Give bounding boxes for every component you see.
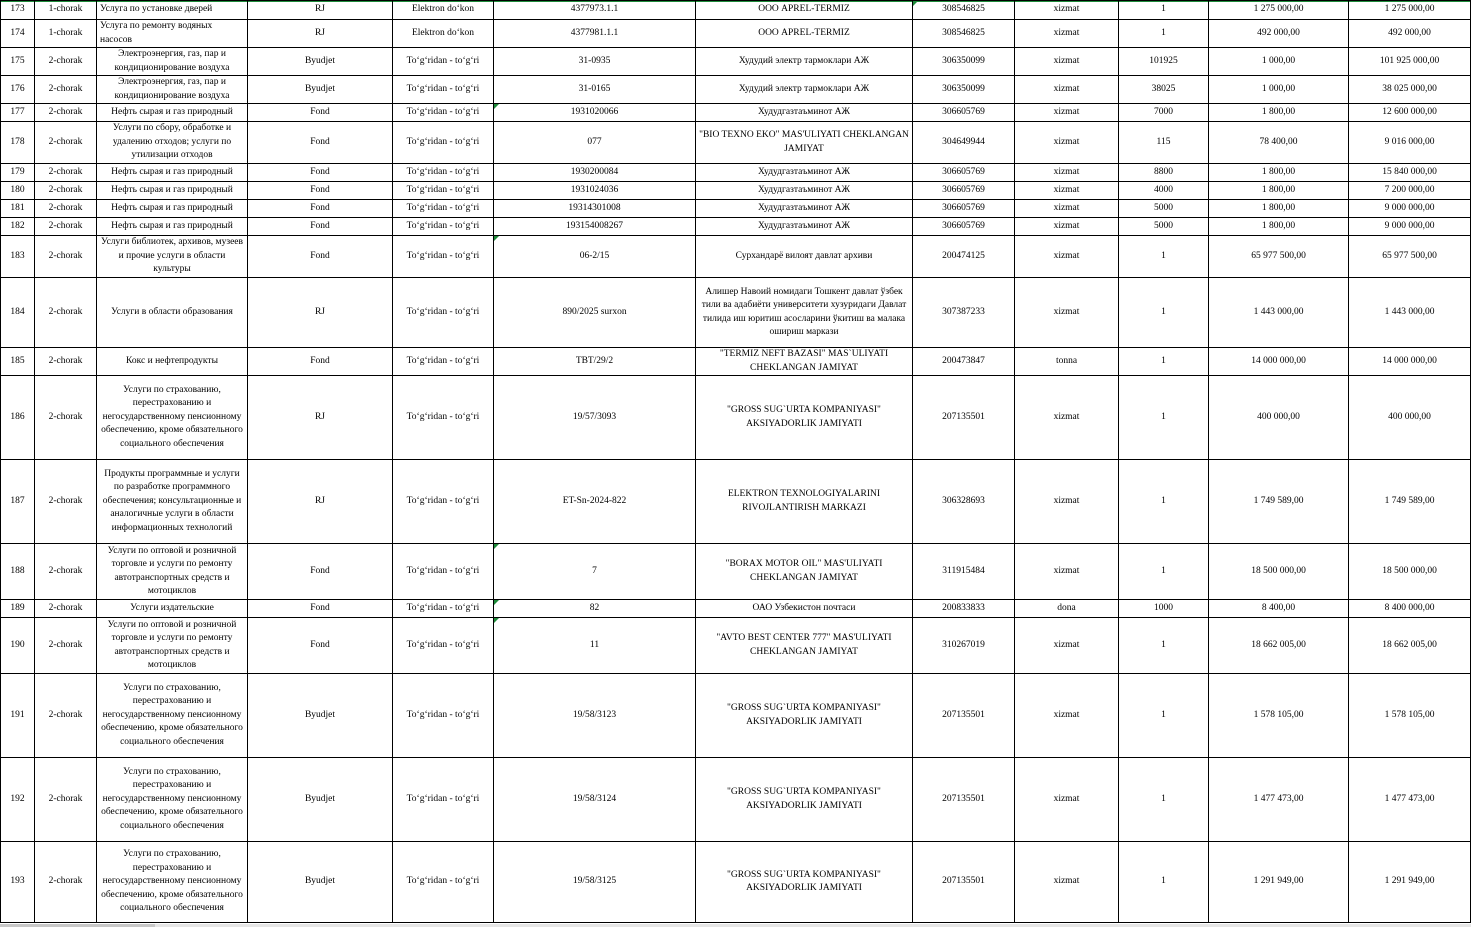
total-amount-cell[interactable]: 101 925 000,00: [1349, 48, 1471, 76]
contract-number-cell[interactable]: 19/58/3125: [494, 842, 696, 923]
table-row[interactable]: [1, 842, 1471, 923]
funding-source-cell[interactable]: Fond: [248, 200, 393, 218]
unit-cell[interactable]: xizmat: [1015, 758, 1119, 842]
contract-number-cell[interactable]: 1930200084: [494, 164, 696, 182]
supplier-cell[interactable]: "TERMIZ NEFT BAZASI" MAS`ULIYATI CHEKLANGAN JAMIYAT: [696, 348, 913, 376]
quantity-cell[interactable]: 1: [1119, 348, 1209, 376]
funding-source-cell[interactable]: Fond: [248, 348, 393, 376]
inn-cell[interactable]: 306350099: [913, 76, 1015, 104]
supplier-cell[interactable]: ОАО Узбекистон почтаси: [696, 600, 913, 618]
table-row[interactable]: [1, 104, 1471, 122]
unit-cell[interactable]: tonna: [1015, 348, 1119, 376]
unit-price-cell[interactable]: 1 000,00: [1209, 76, 1349, 104]
service-name-cell[interactable]: Услуга по установке дверей: [97, 1, 248, 20]
row-number[interactable]: 185: [1, 348, 35, 376]
row-number[interactable]: 190: [1, 618, 35, 674]
inn-cell[interactable]: 306328693: [913, 460, 1015, 544]
service-name-cell[interactable]: Услуги по оптовой и розничной торговле и услуги по ремонту автотранспортных средств и мотоциклов: [97, 544, 248, 600]
procurement-method-cell[interactable]: To‘g‘ridan - to‘g‘ri: [393, 842, 494, 923]
unit-cell[interactable]: xizmat: [1015, 164, 1119, 182]
contract-number-cell[interactable]: 19/58/3124: [494, 758, 696, 842]
quarter-cell[interactable]: 2-chorak: [35, 236, 97, 278]
row-number[interactable]: 181: [1, 200, 35, 218]
service-name-cell[interactable]: Нефть сырая и газ природный: [97, 218, 248, 236]
quantity-cell[interactable]: 101925: [1119, 48, 1209, 76]
funding-source-cell[interactable]: RJ: [248, 1, 393, 20]
quantity-cell[interactable]: 4000: [1119, 182, 1209, 200]
procurement-method-cell[interactable]: To‘g‘ridan - to‘g‘ri: [393, 104, 494, 122]
inn-cell[interactable]: 306605769: [913, 200, 1015, 218]
supplier-cell[interactable]: "GROSS SUG`URTA KOMPANIYASI" AKSIYADORLIK JAMIYATI: [696, 842, 913, 923]
quarter-cell[interactable]: 2-chorak: [35, 348, 97, 376]
contract-number-cell[interactable]: 19/58/3123: [494, 674, 696, 758]
row-number[interactable]: 184: [1, 278, 35, 348]
service-name-cell[interactable]: Услуги по страхованию, перестрахованию и негосударственному пенсионному обеспечению, кроме обязательного социального обеспечения: [97, 758, 248, 842]
unit-price-cell[interactable]: 78 400,00: [1209, 122, 1349, 164]
table-row[interactable]: [1, 376, 1471, 460]
service-name-cell[interactable]: Нефть сырая и газ природный: [97, 164, 248, 182]
inn-cell[interactable]: 306605769: [913, 218, 1015, 236]
quantity-cell[interactable]: 5000: [1119, 218, 1209, 236]
contract-number-cell[interactable]: ТВТ/29/2: [494, 348, 696, 376]
quantity-cell[interactable]: 1: [1119, 1, 1209, 20]
procurement-method-cell[interactable]: To‘g‘ridan - to‘g‘ri: [393, 122, 494, 164]
service-name-cell[interactable]: Продукты программные и услуги по разработке программного обеспечения; консультационные и аналогичные услуги в области информационных технологий: [97, 460, 248, 544]
unit-cell[interactable]: xizmat: [1015, 48, 1119, 76]
unit-cell[interactable]: xizmat: [1015, 20, 1119, 48]
quantity-cell[interactable]: 1: [1119, 278, 1209, 348]
unit-cell[interactable]: xizmat: [1015, 122, 1119, 164]
table-row[interactable]: [1, 122, 1471, 164]
unit-price-cell[interactable]: 1 800,00: [1209, 182, 1349, 200]
funding-source-cell[interactable]: Byudjet: [248, 758, 393, 842]
unit-cell[interactable]: dona: [1015, 600, 1119, 618]
quarter-cell[interactable]: 2-chorak: [35, 842, 97, 923]
unit-cell[interactable]: xizmat: [1015, 218, 1119, 236]
unit-price-cell[interactable]: 1 749 589,00: [1209, 460, 1349, 544]
inn-cell[interactable]: 207135501: [913, 758, 1015, 842]
unit-price-cell[interactable]: 492 000,00: [1209, 20, 1349, 48]
procurement-method-cell[interactable]: Elektron do‘kon: [393, 20, 494, 48]
procurement-method-cell[interactable]: To‘g‘ridan - to‘g‘ri: [393, 674, 494, 758]
quantity-cell[interactable]: 1: [1119, 544, 1209, 600]
supplier-cell[interactable]: ELEKTRON TEXNOLOGIYALARINI RIVOJLANTIRISH MARKAZI: [696, 460, 913, 544]
unit-cell[interactable]: xizmat: [1015, 278, 1119, 348]
contract-number-cell[interactable]: 1931020066: [494, 104, 696, 122]
quantity-cell[interactable]: 1: [1119, 842, 1209, 923]
unit-cell[interactable]: xizmat: [1015, 674, 1119, 758]
funding-source-cell[interactable]: Fond: [248, 164, 393, 182]
inn-cell[interactable]: 200473847: [913, 348, 1015, 376]
service-name-cell[interactable]: Кокс и нефтепродукты: [97, 348, 248, 376]
total-amount-cell[interactable]: 1 477 473,00: [1349, 758, 1471, 842]
service-name-cell[interactable]: Электроэнергия, газ, пар и кондиционирование воздуха: [97, 76, 248, 104]
unit-price-cell[interactable]: 65 977 500,00: [1209, 236, 1349, 278]
total-amount-cell[interactable]: 492 000,00: [1349, 20, 1471, 48]
procurement-method-cell[interactable]: To‘g‘ridan - to‘g‘ri: [393, 200, 494, 218]
unit-price-cell[interactable]: 1 800,00: [1209, 218, 1349, 236]
total-amount-cell[interactable]: 1 275 000,00: [1349, 1, 1471, 20]
total-amount-cell[interactable]: 9 000 000,00: [1349, 218, 1471, 236]
table-row[interactable]: [1, 674, 1471, 758]
unit-cell[interactable]: xizmat: [1015, 200, 1119, 218]
unit-price-cell[interactable]: 1 800,00: [1209, 164, 1349, 182]
funding-source-cell[interactable]: Fond: [248, 182, 393, 200]
total-amount-cell[interactable]: 9 000 000,00: [1349, 200, 1471, 218]
unit-cell[interactable]: xizmat: [1015, 460, 1119, 544]
procurement-method-cell[interactable]: To‘g‘ridan - to‘g‘ri: [393, 544, 494, 600]
unit-price-cell[interactable]: 1 443 000,00: [1209, 278, 1349, 348]
quarter-cell[interactable]: 1-chorak: [35, 20, 97, 48]
row-number[interactable]: 182: [1, 218, 35, 236]
table-row[interactable]: [1, 236, 1471, 278]
inn-cell[interactable]: 311915484: [913, 544, 1015, 600]
funding-source-cell[interactable]: RJ: [248, 20, 393, 48]
contract-number-cell[interactable]: 077: [494, 122, 696, 164]
procurement-method-cell[interactable]: To‘g‘ridan - to‘g‘ri: [393, 218, 494, 236]
quarter-cell[interactable]: 2-chorak: [35, 618, 97, 674]
total-amount-cell[interactable]: 15 840 000,00: [1349, 164, 1471, 182]
quarter-cell[interactable]: 2-chorak: [35, 122, 97, 164]
supplier-cell[interactable]: "GROSS SUG`URTA KOMPANIYASI" AKSIYADORLIK JAMIYATI: [696, 758, 913, 842]
quarter-cell[interactable]: 2-chorak: [35, 48, 97, 76]
table-row[interactable]: [1, 278, 1471, 348]
inn-cell[interactable]: 207135501: [913, 674, 1015, 758]
row-number[interactable]: 183: [1, 236, 35, 278]
contract-number-cell[interactable]: 31-0165: [494, 76, 696, 104]
funding-source-cell[interactable]: RJ: [248, 460, 393, 544]
procurement-method-cell[interactable]: To‘g‘ridan - to‘g‘ri: [393, 618, 494, 674]
row-number[interactable]: 186: [1, 376, 35, 460]
contract-number-cell[interactable]: 1931024036: [494, 182, 696, 200]
contract-number-cell[interactable]: 06-2/15: [494, 236, 696, 278]
quarter-cell[interactable]: 2-chorak: [35, 182, 97, 200]
inn-cell[interactable]: 306605769: [913, 164, 1015, 182]
total-amount-cell[interactable]: 9 016 000,00: [1349, 122, 1471, 164]
supplier-cell[interactable]: "GROSS SUG`URTA KOMPANIYASI" AKSIYADORLIK JAMIYATI: [696, 376, 913, 460]
quarter-cell[interactable]: 2-chorak: [35, 104, 97, 122]
total-amount-cell[interactable]: 7 200 000,00: [1349, 182, 1471, 200]
unit-price-cell[interactable]: 18 500 000,00: [1209, 544, 1349, 600]
procurement-method-cell[interactable]: To‘g‘ridan - to‘g‘ri: [393, 376, 494, 460]
total-amount-cell[interactable]: 8 400 000,00: [1349, 600, 1471, 618]
service-name-cell[interactable]: Услуга по ремонту водяных насосов: [97, 20, 248, 48]
row-number[interactable]: 188: [1, 544, 35, 600]
procurement-method-cell[interactable]: To‘g‘ridan - to‘g‘ri: [393, 164, 494, 182]
row-number[interactable]: 175: [1, 48, 35, 76]
inn-cell[interactable]: 306350099: [913, 48, 1015, 76]
quarter-cell[interactable]: 2-chorak: [35, 600, 97, 618]
unit-price-cell[interactable]: 8 400,00: [1209, 600, 1349, 618]
table-row[interactable]: [1, 758, 1471, 842]
procurement-method-cell[interactable]: To‘g‘ridan - to‘g‘ri: [393, 758, 494, 842]
supplier-cell[interactable]: "AVTO BEST CENTER 777" MAS'ULIYATI CHEKLANGAN JAMIYAT: [696, 618, 913, 674]
row-number[interactable]: 176: [1, 76, 35, 104]
inn-cell[interactable]: 200474125: [913, 236, 1015, 278]
row-number[interactable]: 173: [1, 1, 35, 20]
funding-source-cell[interactable]: Fond: [248, 218, 393, 236]
row-number[interactable]: 180: [1, 182, 35, 200]
quantity-cell[interactable]: 1: [1119, 674, 1209, 758]
unit-cell[interactable]: xizmat: [1015, 104, 1119, 122]
funding-source-cell[interactable]: Fond: [248, 618, 393, 674]
procurement-method-cell[interactable]: To‘g‘ridan - to‘g‘ri: [393, 600, 494, 618]
unit-price-cell[interactable]: 1 275 000,00: [1209, 1, 1349, 20]
row-number[interactable]: 174: [1, 20, 35, 48]
service-name-cell[interactable]: Услуги издательские: [97, 600, 248, 618]
supplier-cell[interactable]: Алишер Навоий номидаги Тошкент давлат ўзбек тили ва адабиёти университети хузуридаги Давлат тилида иш юритиш асосларини ўкитиш ва малака ошириш маркази: [696, 278, 913, 348]
quarter-cell[interactable]: 2-chorak: [35, 376, 97, 460]
procurement-method-cell[interactable]: To‘g‘ridan - to‘g‘ri: [393, 348, 494, 376]
supplier-cell[interactable]: Худудий электр тармоклари АЖ: [696, 76, 913, 104]
service-name-cell[interactable]: Услуги в области образования: [97, 278, 248, 348]
total-amount-cell[interactable]: 400 000,00: [1349, 376, 1471, 460]
service-name-cell[interactable]: Нефть сырая и газ природный: [97, 182, 248, 200]
service-name-cell[interactable]: Электроэнергия, газ, пар и кондиционирование воздуха: [97, 48, 248, 76]
contract-number-cell[interactable]: 890/2025 surxon: [494, 278, 696, 348]
inn-cell[interactable]: 307387233: [913, 278, 1015, 348]
row-number[interactable]: 177: [1, 104, 35, 122]
unit-price-cell[interactable]: 1 578 105,00: [1209, 674, 1349, 758]
unit-price-cell[interactable]: 400 000,00: [1209, 376, 1349, 460]
funding-source-cell[interactable]: Byudjet: [248, 76, 393, 104]
table-row[interactable]: [1, 1, 1471, 20]
unit-cell[interactable]: xizmat: [1015, 182, 1119, 200]
contract-number-cell[interactable]: 193154008267: [494, 218, 696, 236]
supplier-cell[interactable]: Худудгазтаъминот АЖ: [696, 182, 913, 200]
unit-cell[interactable]: xizmat: [1015, 842, 1119, 923]
funding-source-cell[interactable]: Fond: [248, 104, 393, 122]
total-amount-cell[interactable]: 12 600 000,00: [1349, 104, 1471, 122]
inn-cell[interactable]: 308546825: [913, 20, 1015, 48]
quantity-cell[interactable]: 7000: [1119, 104, 1209, 122]
table-row[interactable]: [1, 348, 1471, 376]
total-amount-cell[interactable]: 1 443 000,00: [1349, 278, 1471, 348]
quantity-cell[interactable]: 1: [1119, 376, 1209, 460]
unit-price-cell[interactable]: 1 477 473,00: [1209, 758, 1349, 842]
supplier-cell[interactable]: Худудий электр тармоклари АЖ: [696, 48, 913, 76]
service-name-cell[interactable]: Услуги по оптовой и розничной торговле и услуги по ремонту автотранспортных средств и мотоциклов: [97, 618, 248, 674]
funding-source-cell[interactable]: RJ: [248, 278, 393, 348]
table-row[interactable]: [1, 618, 1471, 674]
funding-source-cell[interactable]: Byudjet: [248, 674, 393, 758]
quarter-cell[interactable]: 2-chorak: [35, 758, 97, 842]
table-row[interactable]: [1, 48, 1471, 76]
table-row[interactable]: [1, 20, 1471, 48]
quantity-cell[interactable]: 1: [1119, 758, 1209, 842]
row-number[interactable]: 187: [1, 460, 35, 544]
service-name-cell[interactable]: Услуги по сбору, обработке и удалению отходов; услуги по утилизации отходов: [97, 122, 248, 164]
supplier-cell[interactable]: Сурхандарё вилоят давлат архиви: [696, 236, 913, 278]
procurement-method-cell[interactable]: Elektron do‘kon: [393, 1, 494, 20]
supplier-cell[interactable]: "BIO TEXNO EKO" MAS'ULIYATI CHEKLANGAN JAMIYAT: [696, 122, 913, 164]
quarter-cell[interactable]: 2-chorak: [35, 200, 97, 218]
table-row[interactable]: [1, 200, 1471, 218]
quantity-cell[interactable]: 1000: [1119, 600, 1209, 618]
row-number[interactable]: 192: [1, 758, 35, 842]
funding-source-cell[interactable]: Byudjet: [248, 48, 393, 76]
supplier-cell[interactable]: ООО APREL-TERMIZ: [696, 20, 913, 48]
supplier-cell[interactable]: Худудгазтаъминот АЖ: [696, 164, 913, 182]
quantity-cell[interactable]: 5000: [1119, 200, 1209, 218]
quantity-cell[interactable]: 1: [1119, 236, 1209, 278]
unit-cell[interactable]: xizmat: [1015, 236, 1119, 278]
quarter-cell[interactable]: 2-chorak: [35, 164, 97, 182]
supplier-cell[interactable]: ООО APREL-TERMIZ: [696, 1, 913, 20]
inn-cell[interactable]: 200833833: [913, 600, 1015, 618]
service-name-cell[interactable]: Нефть сырая и газ природный: [97, 104, 248, 122]
inn-cell[interactable]: 207135501: [913, 376, 1015, 460]
funding-source-cell[interactable]: Fond: [248, 544, 393, 600]
quantity-cell[interactable]: 1: [1119, 618, 1209, 674]
row-number[interactable]: 178: [1, 122, 35, 164]
unit-price-cell[interactable]: 1 291 949,00: [1209, 842, 1349, 923]
unit-cell[interactable]: xizmat: [1015, 376, 1119, 460]
quantity-cell[interactable]: 38025: [1119, 76, 1209, 104]
funding-source-cell[interactable]: RJ: [248, 376, 393, 460]
total-amount-cell[interactable]: 1 578 105,00: [1349, 674, 1471, 758]
quarter-cell[interactable]: 2-chorak: [35, 544, 97, 600]
supplier-cell[interactable]: Худудгазтаъминот АЖ: [696, 218, 913, 236]
row-number[interactable]: 193: [1, 842, 35, 923]
procurement-method-cell[interactable]: To‘g‘ridan - to‘g‘ri: [393, 460, 494, 544]
supplier-cell[interactable]: "GROSS SUG`URTA KOMPANIYASI" AKSIYADORLIK JAMIYATI: [696, 674, 913, 758]
unit-price-cell[interactable]: 18 662 005,00: [1209, 618, 1349, 674]
table-row[interactable]: [1, 76, 1471, 104]
unit-price-cell[interactable]: 1 800,00: [1209, 200, 1349, 218]
total-amount-cell[interactable]: 18 662 005,00: [1349, 618, 1471, 674]
contract-number-cell[interactable]: 7: [494, 544, 696, 600]
service-name-cell[interactable]: Нефть сырая и газ природный: [97, 200, 248, 218]
procurement-method-cell[interactable]: To‘g‘ridan - to‘g‘ri: [393, 182, 494, 200]
quantity-cell[interactable]: 1: [1119, 460, 1209, 544]
funding-source-cell[interactable]: Fond: [248, 122, 393, 164]
procurement-method-cell[interactable]: To‘g‘ridan - to‘g‘ri: [393, 278, 494, 348]
unit-cell[interactable]: xizmat: [1015, 76, 1119, 104]
table-row[interactable]: [1, 544, 1471, 600]
table-row[interactable]: [1, 600, 1471, 618]
quarter-cell[interactable]: 2-chorak: [35, 218, 97, 236]
total-amount-cell[interactable]: 14 000 000,00: [1349, 348, 1471, 376]
table-row[interactable]: [1, 164, 1471, 182]
service-name-cell[interactable]: Услуги библиотек, архивов, музеев и прочие услуги в области культуры: [97, 236, 248, 278]
unit-cell[interactable]: xizmat: [1015, 618, 1119, 674]
procurement-method-cell[interactable]: To‘g‘ridan - to‘g‘ri: [393, 236, 494, 278]
procurement-method-cell[interactable]: To‘g‘ridan - to‘g‘ri: [393, 76, 494, 104]
row-number[interactable]: 189: [1, 600, 35, 618]
contract-number-cell[interactable]: 4377981.1.1: [494, 20, 696, 48]
service-name-cell[interactable]: Услуги по страхованию, перестрахованию и негосударственному пенсионному обеспечению, кроме обязательного социального обеспечения: [97, 674, 248, 758]
total-amount-cell[interactable]: 1 749 589,00: [1349, 460, 1471, 544]
funding-source-cell[interactable]: Fond: [248, 600, 393, 618]
inn-cell[interactable]: 304649944: [913, 122, 1015, 164]
service-name-cell[interactable]: Услуги по страхованию, перестрахованию и негосударственному пенсионному обеспечению, кроме обязательного социального обеспечения: [97, 376, 248, 460]
total-amount-cell[interactable]: 18 500 000,00: [1349, 544, 1471, 600]
contract-number-cell[interactable]: ET-Sn-2024-822: [494, 460, 696, 544]
table-row[interactable]: [1, 182, 1471, 200]
contract-number-cell[interactable]: 82: [494, 600, 696, 618]
supplier-cell[interactable]: Худудгазтаъминот АЖ: [696, 200, 913, 218]
quantity-cell[interactable]: 1: [1119, 20, 1209, 48]
supplier-cell[interactable]: "BORAX MOTOR OIL" MAS'ULIYATI CHEKLANGAN JAMIYAT: [696, 544, 913, 600]
contract-number-cell[interactable]: 31-0935: [494, 48, 696, 76]
quantity-cell[interactable]: 8800: [1119, 164, 1209, 182]
inn-cell[interactable]: 306605769: [913, 104, 1015, 122]
quarter-cell[interactable]: 2-chorak: [35, 674, 97, 758]
row-number[interactable]: 191: [1, 674, 35, 758]
unit-cell[interactable]: xizmat: [1015, 544, 1119, 600]
quarter-cell[interactable]: 2-chorak: [35, 76, 97, 104]
table-row[interactable]: [1, 460, 1471, 544]
contract-number-cell[interactable]: 19314301008: [494, 200, 696, 218]
procurement-method-cell[interactable]: To‘g‘ridan - to‘g‘ri: [393, 48, 494, 76]
contract-number-cell[interactable]: 19/57/3093: [494, 376, 696, 460]
table-row[interactable]: [1, 218, 1471, 236]
quantity-cell[interactable]: 115: [1119, 122, 1209, 164]
unit-price-cell[interactable]: 1 800,00: [1209, 104, 1349, 122]
service-name-cell[interactable]: Услуги по страхованию, перестрахованию и негосударственному пенсионному обеспечению, кроме обязательного социального обеспечения: [97, 842, 248, 923]
inn-cell[interactable]: 310267019: [913, 618, 1015, 674]
unit-cell[interactable]: xizmat: [1015, 1, 1119, 20]
total-amount-cell[interactable]: 38 025 000,00: [1349, 76, 1471, 104]
quarter-cell[interactable]: 2-chorak: [35, 460, 97, 544]
funding-source-cell[interactable]: Byudjet: [248, 842, 393, 923]
row-number[interactable]: 179: [1, 164, 35, 182]
unit-price-cell[interactable]: 1 000,00: [1209, 48, 1349, 76]
inn-cell[interactable]: 308546825: [913, 1, 1015, 20]
inn-cell[interactable]: 207135501: [913, 842, 1015, 923]
contract-number-cell[interactable]: 4377973.1.1: [494, 1, 696, 20]
quarter-cell[interactable]: 2-chorak: [35, 278, 97, 348]
funding-source-cell[interactable]: Fond: [248, 236, 393, 278]
total-amount-cell[interactable]: 1 291 949,00: [1349, 842, 1471, 923]
supplier-cell[interactable]: Худудгазтаъминот АЖ: [696, 104, 913, 122]
total-amount-cell[interactable]: 65 977 500,00: [1349, 236, 1471, 278]
contract-number-cell[interactable]: 11: [494, 618, 696, 674]
quarter-cell[interactable]: 1-chorak: [35, 1, 97, 20]
inn-cell[interactable]: 306605769: [913, 182, 1015, 200]
unit-price-cell[interactable]: 14 000 000,00: [1209, 348, 1349, 376]
